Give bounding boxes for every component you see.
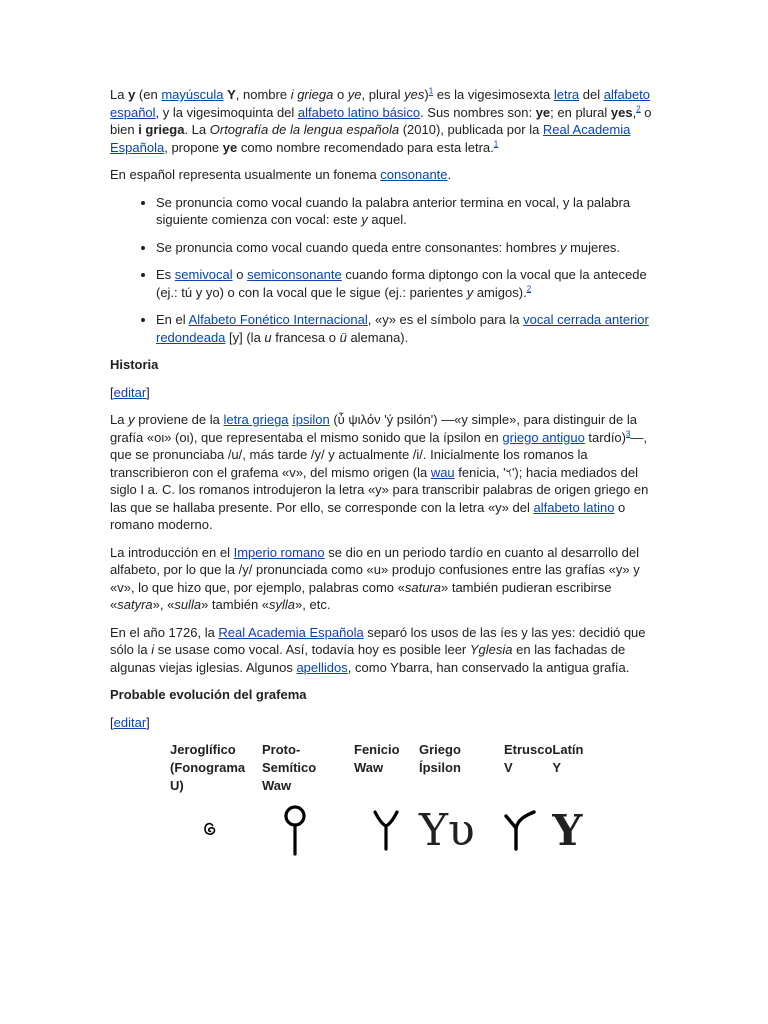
link-imperio-romano[interactable]: Imperio romano <box>233 544 325 560</box>
list-item: • Es semivocal o semiconsonante cuando forma diptongo con la vocal que la antecede (ej.: tú y yo) o con la vocal que le sigue (ej.: parientes y amigos).$^2$ <box>156 266 655 301</box>
link-semiconsonante[interactable]: semiconsonante <box>247 267 342 282</box>
link-real-academia-espanola[interactable]: Real Academia Española <box>110 122 631 155</box>
link-mayuscula[interactable]: mayúscula <box>161 87 224 102</box>
list-item: • En el Alfabeto Fonético Internacional, «y» es el símbolo para la vocal cerrada anterior redondeada [y] (la u francesa o ü alemana). <box>156 311 655 346</box>
historia-paragraph-2: La introducción en el Imperio romano se dio en un periodo tardío en cuanto al desarrollo del alfabeto, por lo que la /y/ pronunciada como «u» produjo confusiones entre las grafías «y» y «v», lo que hizo que, por ejemplo, palabras como «satura» también pudieran escribirse «satyra», «sulla» también «sylla», etc. <box>110 544 640 612</box>
column-header: Proto-Semítico Waw <box>262 742 317 793</box>
historia-paragraph-3: En el año 1726, la Real Academia Española separó los usos de las íes y las yes: decidió que sólo la i se usase como vocal. Así, todavía hoy es posible leer Yglesia en las fachadas de algunas viejas iglesias. Algunos apellidos, como Ybarra, han conservado la antigua grafía. <box>110 624 646 675</box>
intro-paragraph: La y (en mayúscula Y, nombre i griega o ye, plural yes)$^1$ es la vigesimosexta letra del alfabeto español, y la vigesimoquinta del alfabeto latino básico. Sus nombres son: ye; en plural yes,$^2$ o bien i griega. La Ortografía de la lengua española (2010), publicada por la Real Academia Española, propone ye como nombre recomendado para esta letra.$^1$ <box>110 86 652 155</box>
column-header: Jeroglífico (Fonograma U) <box>170 742 246 793</box>
edit-section-evolucion: [editar] <box>110 714 150 730</box>
historia-paragraph-1: La y proviene de la letra griega ípsilon (ὖ ψιλόν 'ý psilón') —«y simple», para distinguir de la grafía «οι» (οι), que representaba el mismo sonido que la ípsilon en griego antiguo tardío)$^3$—, que se pronunciaba /u/, más tarde /y/ y actualmente /i/. Inicialmente los romanos la transcribieron con el grafema «v», del mismo origen (la wau fenicia, '𐤅'); hacia mediados del siglo I a. C. los romanos introdujeron la letra «y» para transcribir palabras de origen griego en las que se hallaba presente. Por ello, se corresponde con la letra «y» del alfabeto latino o romano moderno. <box>110 412 649 532</box>
usage-list <box>110 194 655 347</box>
section-heading-historia: Historia <box>110 357 159 372</box>
glyph-cell <box>262 795 354 867</box>
greek-upsilon-icon: Yυ <box>419 805 475 856</box>
list-item: • Se pronuncia como vocal cuando la palabra anterior termina en vocal, y la palabra siguiente comienza con vocal: este y aquel. <box>156 194 655 229</box>
etruscan-v-icon <box>504 808 536 852</box>
glyph-cell <box>419 795 504 867</box>
section-heading-evolucion: Probable evolución del grafema <box>110 687 307 702</box>
link-semivocal[interactable]: semivocal <box>174 267 233 282</box>
link-letra-griega[interactable]: letra griega <box>223 412 289 427</box>
column-header: Etrusco V <box>504 742 553 775</box>
phoneme-paragraph: En español representa usualmente un fonema consonante. <box>110 167 452 182</box>
reference-3[interactable]: 1 <box>493 139 499 149</box>
column-header: Griego Ípsilon <box>419 742 461 775</box>
link-vocal-cerrada-anterior-redondeada[interactable]: vocal cerrada anterior redondeada <box>156 312 649 345</box>
glyph-cell <box>552 795 597 867</box>
article-body <box>110 86 655 741</box>
glyph-cell <box>504 795 552 867</box>
link-apellidos[interactable]: apellidos <box>296 659 348 675</box>
link-wau[interactable]: wau <box>430 464 455 480</box>
column-header: Latín Y <box>552 742 584 775</box>
proto-semitic-waw-icon <box>282 804 308 856</box>
column-header: Fenicio Waw <box>354 742 400 775</box>
link-alfabeto-latino-basico[interactable]: alfabeto latino básico <box>297 104 421 120</box>
glyph-cell <box>354 795 419 867</box>
edit-link[interactable]: editar <box>113 384 147 400</box>
link-consonante[interactable]: consonante <box>380 167 448 182</box>
link-ipsilon[interactable]: ípsilon <box>292 412 330 427</box>
link-letra[interactable]: letra <box>553 87 580 102</box>
grapheme-evolution-table <box>170 741 597 867</box>
edit-link[interactable]: editar <box>113 714 147 730</box>
link-griego-antiguo[interactable]: griego antiguo <box>502 429 585 445</box>
link-alfabeto-latino[interactable]: alfabeto latino <box>533 499 615 515</box>
link-alfabeto-fonetico-internacional[interactable]: Alfabeto Fonético Internacional <box>188 312 368 327</box>
hieroglyph-icon <box>202 820 218 840</box>
edit-section-historia: [editar] <box>110 384 150 400</box>
phoenician-waw-icon <box>372 808 400 852</box>
reference-4[interactable]: 2 <box>526 284 532 294</box>
latin-y-icon: Y <box>552 806 583 855</box>
list-item: • Se pronuncia como vocal cuando queda entre consonantes: hombres y mujeres. <box>156 239 655 257</box>
link-real-academia-espanola-2[interactable]: Real Academia Española <box>218 624 364 640</box>
link-alfabeto-espanol[interactable]: alfabeto español <box>110 87 651 120</box>
reference-2[interactable]: 2 <box>636 104 641 114</box>
glyph-cell <box>170 795 262 867</box>
reference-5[interactable]: 3 <box>626 429 631 439</box>
reference-1[interactable]: 1 <box>428 86 434 96</box>
